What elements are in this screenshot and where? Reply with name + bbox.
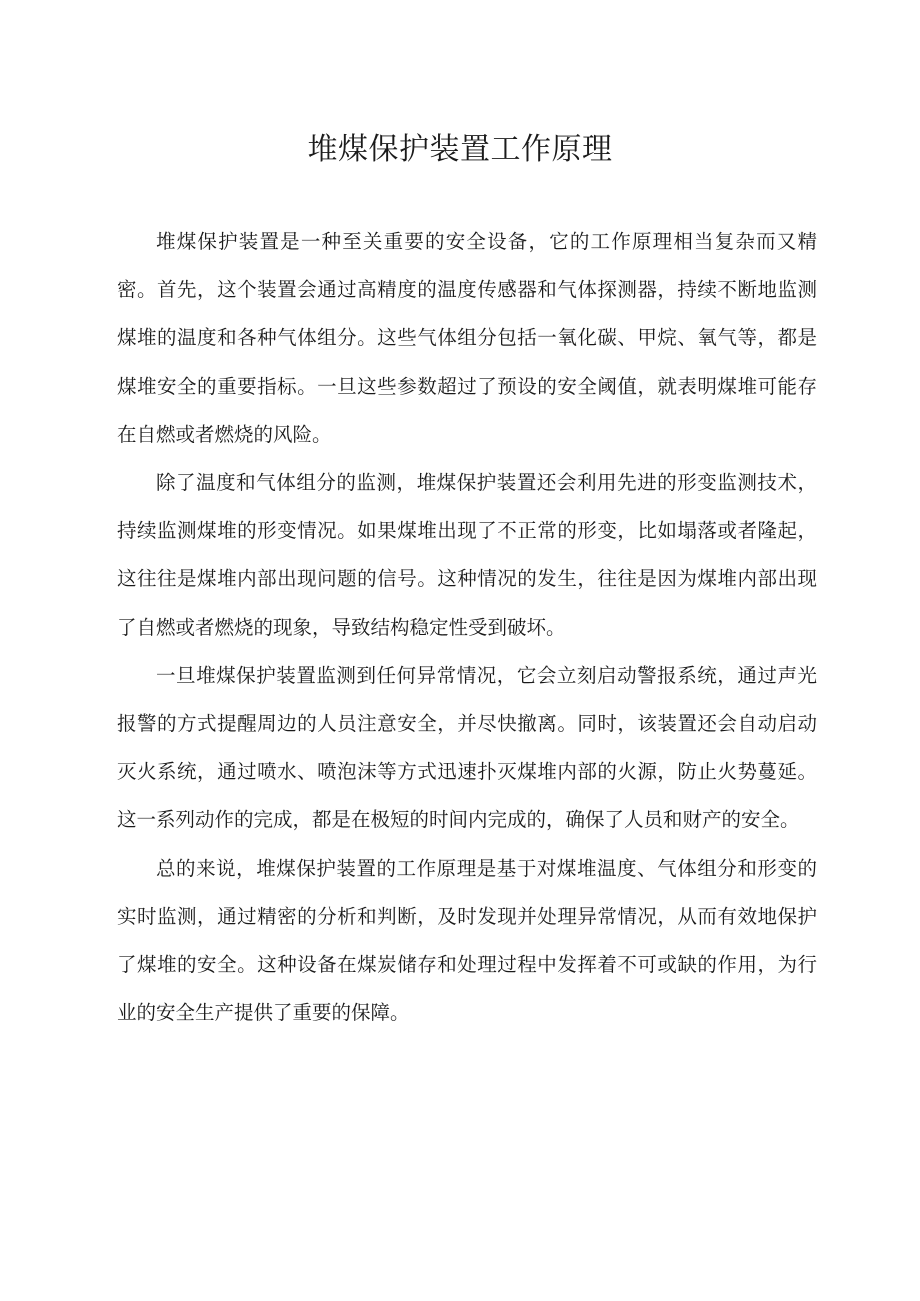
paragraph-1: 堆煤保护装置是一种至关重要的安全设备，它的工作原理相当复杂而又精密。首先，这个装置会通过高精度的温度传感器和气体探测器，持续不断地监测煤堆的温度和各种气体组分。这些气体组分包括一氧化碳、甲烷、氧气等，都是煤堆安全的重要指标。一旦这些参数超过了预设的安全阈值，就表明煤堆可能存在自燃或者燃烧的风险。 <box>117 230 817 446</box>
paragraph-4: 总的来说，堆煤保护装置的工作原理是基于对煤堆温度、气体组分和形变的实时监测，通过精密的分析和判断，及时发现并处理异常情况，从而有效地保护了煤堆的安全。这种设备在煤炭储存和处理过程中发挥着不可或缺的作用，为行业的安全生产提供了重要的保障。 <box>117 856 817 1025</box>
document-body <box>117 218 817 1037</box>
paragraph-2: 除了温度和气体组分的监测，堆煤保护装置还会利用先进的形变监测技术，持续监测煤堆的形变情况。如果煤堆出现了不正常的形变，比如塌落或者隆起，这往往是煤堆内部出现问题的信号。这种情况的发生，往往是因为煤堆内部出现了自燃或者燃烧的现象，导致结构稳定性受到破坏。 <box>117 471 817 639</box>
page-title: 堆煤保护装置工作原理 <box>307 132 613 167</box>
paragraph-3: 一旦堆煤保护装置监测到任何异常情况，它会立刻启动警报系统，通过声光报警的方式提醒周边的人员注意安全，并尽快撤离。同时，该装置还会自动启动灭火系统，通过喷水、喷泡沫等方式迅速扑灭煤堆内部的火源，防止火势蔓延。这一系列动作的完成，都是在极短的时间内完成的，确保了人员和财产的安全。 <box>117 663 817 832</box>
